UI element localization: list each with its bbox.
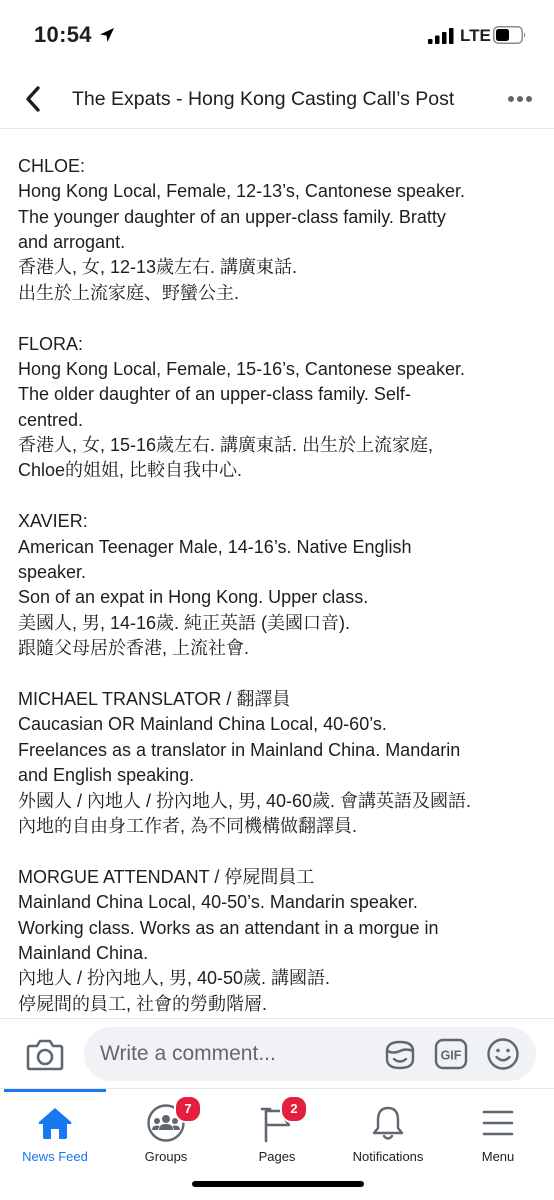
post-text-line: Mainland China Local, 40-50’s. Mandarin speaker. <box>18 892 418 913</box>
hamburger-menu-icon <box>481 1108 515 1138</box>
bell-icon <box>371 1104 405 1142</box>
post-text-line: American Teenager Male, 14-16’s. Native English <box>18 536 412 557</box>
post-text-line: CHLOE: <box>18 155 86 176</box>
active-tab-indicator <box>4 1089 106 1092</box>
sticker-icon[interactable] <box>382 1037 418 1073</box>
post-text-line: Freelances as a translator in Mainland China. Mandarin <box>18 739 461 760</box>
tab-label: Pages <box>258 1149 296 1164</box>
tab-news-feed[interactable] <box>0 1097 110 1169</box>
post-text-line: Hong Kong Local, Female, 12-13’s, Cantonese speaker. <box>18 181 465 202</box>
paragraph-gap <box>18 306 548 331</box>
post-text-line: 美國人, 男, 14-16歲. 純正英語 (美國口音). <box>18 612 351 633</box>
tab-notifications[interactable] <box>333 1097 443 1169</box>
home-indicator <box>192 1181 364 1187</box>
post-text-line: Son of an expat in Hong Kong. Upper class. <box>18 587 369 608</box>
comment-composer <box>0 1018 554 1089</box>
emoji-icon[interactable] <box>486 1037 520 1071</box>
post-text-line: Hong Kong Local, Female, 15-16’s, Cantonese speaker. <box>18 358 465 379</box>
post-text-line: 內地人 / 扮內地人, 男, 40-50歲. 講國語. <box>18 968 331 989</box>
gif-icon[interactable] <box>434 1037 468 1071</box>
tab-label: Notifications <box>352 1149 424 1164</box>
post-text-line: Caucasian OR Mainland China Local, 40-60’s. <box>18 714 387 735</box>
post-text-line: 出生於上流家庭、野蠻公主. <box>18 282 239 303</box>
post-text-line: Working class. Works as an attendant in a morgue in <box>18 917 439 938</box>
camera-icon[interactable] <box>26 1036 64 1072</box>
paragraph-gap <box>18 662 548 687</box>
comment-input[interactable] <box>100 1027 370 1081</box>
tab-label: Groups <box>144 1149 188 1164</box>
home-icon <box>36 1105 74 1141</box>
post-text-line: MORGUE ATTENDANT / 停屍間員工 <box>18 866 315 887</box>
post-text-line: MICHAEL TRANSLATOR / 翻譯員 <box>18 688 291 709</box>
post-content[interactable] <box>0 112 554 1018</box>
post-text-line: centred. <box>18 409 84 430</box>
post-text-line: FLORA: <box>18 333 84 354</box>
paragraph-gap <box>18 128 548 153</box>
status-bar <box>0 0 554 70</box>
page-title: The Expats - Hong Kong Casting Call’s Post <box>72 88 455 110</box>
more-options-button[interactable] <box>506 87 534 111</box>
tab-label: Menu <box>481 1149 515 1164</box>
tab-groups[interactable] <box>111 1097 221 1169</box>
more-dots-icon <box>507 95 533 103</box>
status-time: 10:54 <box>34 22 92 47</box>
post-text-line: The younger daughter of an upper-class family. Bratty <box>18 206 446 227</box>
back-button[interactable] <box>18 82 48 116</box>
post-text-line: 內地的自由身工作者, 為不同機構做翻譯員. <box>18 815 358 836</box>
battery-icon <box>493 26 527 44</box>
post-header <box>0 70 554 129</box>
gif-label: GIF <box>440 1048 462 1063</box>
tab-label: News Feed <box>22 1149 88 1164</box>
post-text-line: 香港人, 女, 15-16歲左右. 講廣東話. 出生於上流家庭, <box>18 435 434 456</box>
cellular-signal-icon <box>428 28 454 44</box>
post-text-line: 跟隨父母居於香港, 上流社會. <box>18 638 250 659</box>
paragraph-gap <box>18 839 548 864</box>
tab-menu[interactable] <box>443 1097 553 1169</box>
post-text-line: and English speaking. <box>18 765 195 786</box>
post-text-line: The older daughter of an upper-class family. Self- <box>18 384 411 405</box>
pages-badge: 2 <box>280 1095 308 1123</box>
post-text-line: and arrogant. <box>18 231 126 252</box>
chevron-left-icon <box>23 85 43 113</box>
post-text-line: XAVIER: <box>18 511 88 532</box>
post-text-line: 香港人, 女, 12-13歲左右. 講廣東話. <box>18 257 298 278</box>
comment-box[interactable] <box>84 1027 536 1081</box>
tab-pages[interactable] <box>222 1097 332 1169</box>
post-text-line: 外國人 / 內地人 / 扮內地人, 男, 40-60歲. 會講英語及國語. <box>18 790 472 811</box>
network-type: LTE <box>460 26 491 45</box>
groups-badge: 7 <box>174 1095 202 1123</box>
post-text-line: Mainland China. <box>18 942 149 963</box>
post-text-line: Chloe的姐姐, 比較自我中心. <box>18 460 243 481</box>
post-text-line: 停屍間的員工, 社會的勞動階層. <box>18 993 268 1014</box>
post-text <box>18 112 548 1017</box>
paragraph-gap <box>18 484 548 509</box>
post-text-line: speaker. <box>18 562 87 583</box>
location-arrow-icon <box>98 26 116 44</box>
